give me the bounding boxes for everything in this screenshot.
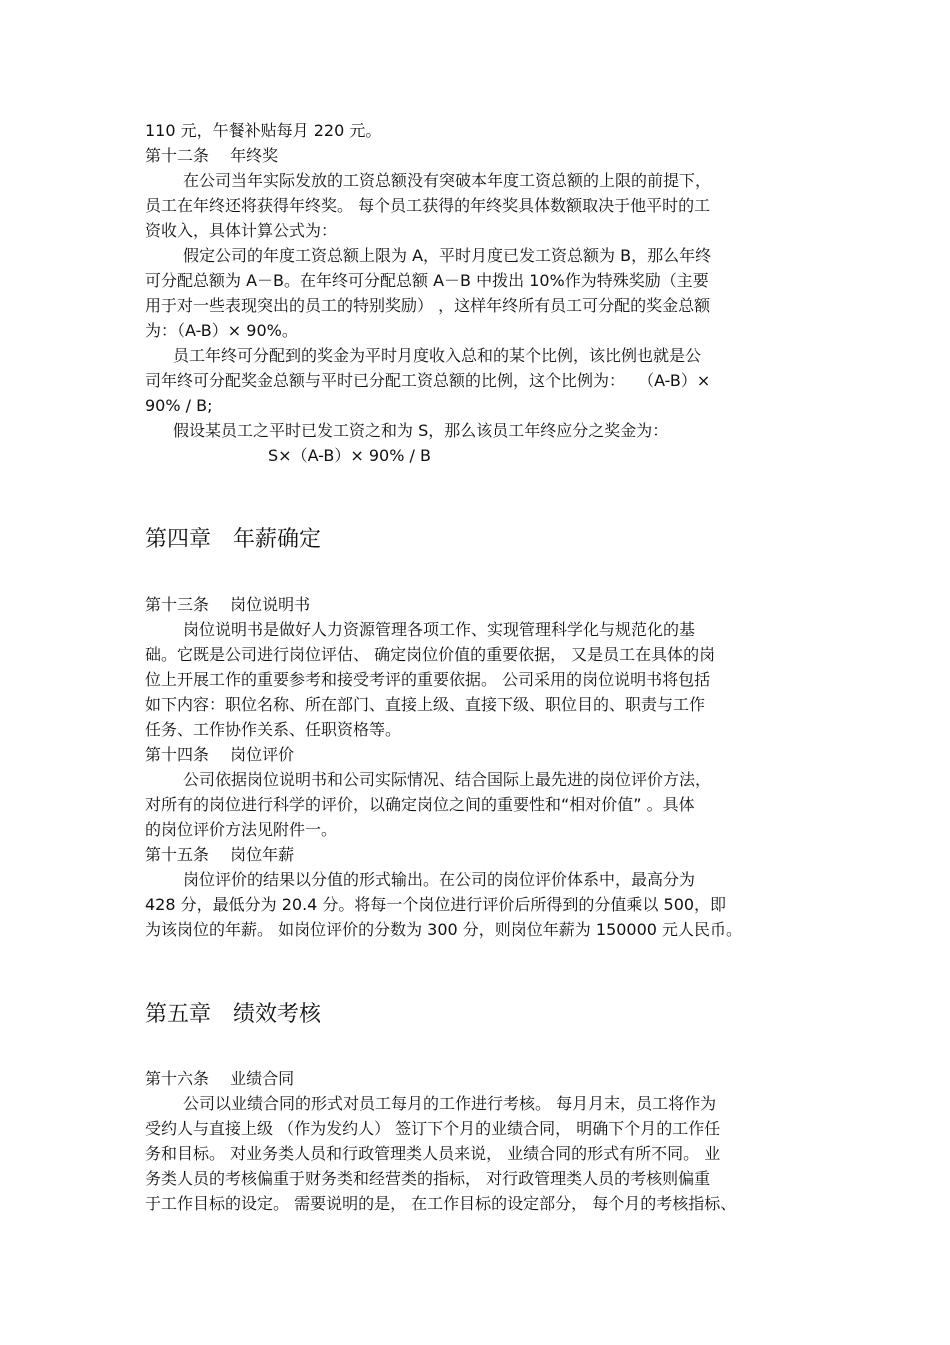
chapter-heading: 第四章 年薪确定: [145, 527, 322, 552]
text-line: 110 元，午餐补贴每月 220 元。: [145, 121, 382, 140]
article-heading: 第十五条 岗位年薪: [145, 845, 295, 864]
article-heading: 第十三条 岗位说明书: [145, 595, 311, 614]
text-line: 位上开展工作的重要参考和接受考评的重要依据。 公司采用的岗位说明书将包括: [145, 670, 711, 689]
article-heading: 第十六条 业绩合同: [145, 1069, 295, 1088]
text-line: 90% / B;: [145, 396, 213, 415]
text-line: 可分配总额为 A－B。在年终可分配总额 A－B 中拨出 10%作为特殊奖励（主要: [145, 271, 709, 290]
text-line: 假设某员工之平时已发工资之和为 S，那么该员工年终应分之奖金为：: [173, 421, 669, 440]
text-line: 428 分，最低分为 20.4 分。将每一个岗位进行评价后所得到的分值乘以 500，即: [145, 895, 727, 914]
text-line: 如下内容：职位名称、所在部门、直接上级、直接下级、职位目的、职责与工作: [145, 695, 706, 714]
text-line: 务类人员的考核偏重于财务类和经营类的指标， 对行政管理类人员的考核则偏重: [145, 1169, 711, 1188]
text-line: 岗位说明书是做好人力资源管理各项工作、实现管理科学化与规范化的基: [183, 620, 696, 639]
article-heading: 第十四条 岗位评价: [145, 745, 295, 764]
article-heading: 第十二条 年终奖: [145, 146, 279, 165]
text-line: 岗位评价的结果以分值的形式输出。在公司的岗位评价体系中，最高分为: [183, 870, 696, 889]
text-line: 在公司当年实际发放的工资总额没有突破本年度工资总额的上限的前提下，: [183, 171, 712, 190]
text-line: 础。它既是公司进行岗位评估、 确定岗位价值的重要依据， 又是员工在具体的岗: [145, 645, 716, 664]
text-line: 任务、工作协作关系、任职资格等。: [145, 720, 402, 739]
text-line: 受约人与直接上级 （作为发约人） 签订下个月的业绩合同， 明确下个月的工作任: [145, 1119, 721, 1138]
text-line: 对所有的岗位进行科学的评价，以确定岗位之间的重要性和“相对价值” 。具体: [145, 795, 695, 814]
text-line: 于工作目标的设定。 需要说明的是， 在工作目标的设定部分， 每个月的考核指标、: [145, 1194, 737, 1213]
text-line: 公司以业绩合同的形式对员工每月的工作进行考核。 每月月末，员工将作为: [183, 1094, 717, 1113]
text-line: 假定公司的年度工资总额上限为 A，平时月度已发工资总额为 B，那么年终: [183, 246, 712, 265]
formula-line: S×（A-B）× 90% / B: [268, 446, 431, 465]
text-line: 为该岗位的年薪。 如岗位评价的分数为 300 分，则岗位年薪为 150000 元人民币。: [145, 920, 743, 939]
text-line: 公司依据岗位说明书和公司实际情况、结合国际上最先进的岗位评价方法，: [183, 770, 712, 789]
text-line: 员工在年终还将获得年终奖。 每个员工获得的年终奖具体数额取决于他平时的工: [145, 196, 711, 215]
text-line: 用于对一些表现突出的员工的特别奖励） ，这样年终所有员工可分配的奖金总额: [145, 296, 711, 315]
text-line: 司年终可分配奖金总额与平时已分配工资总额的比例，这个比例为： （A-B）×: [145, 371, 711, 390]
text-line: 为：（A-B）× 90%。: [145, 321, 298, 340]
text-line: 资收入，具体计算公式为：: [145, 221, 338, 240]
text-line: 员工年终可分配到的奖金为平时月度收入总和的某个比例，该比例也就是公: [173, 346, 702, 365]
text-line: 的岗位评价方法见附件一。: [145, 820, 338, 839]
text-line: 务和目标。 对业务类人员和行政管理类人员来说， 业绩合同的形式有所不同。 业: [145, 1144, 721, 1163]
chapter-heading: 第五章 绩效考核: [145, 1002, 322, 1027]
